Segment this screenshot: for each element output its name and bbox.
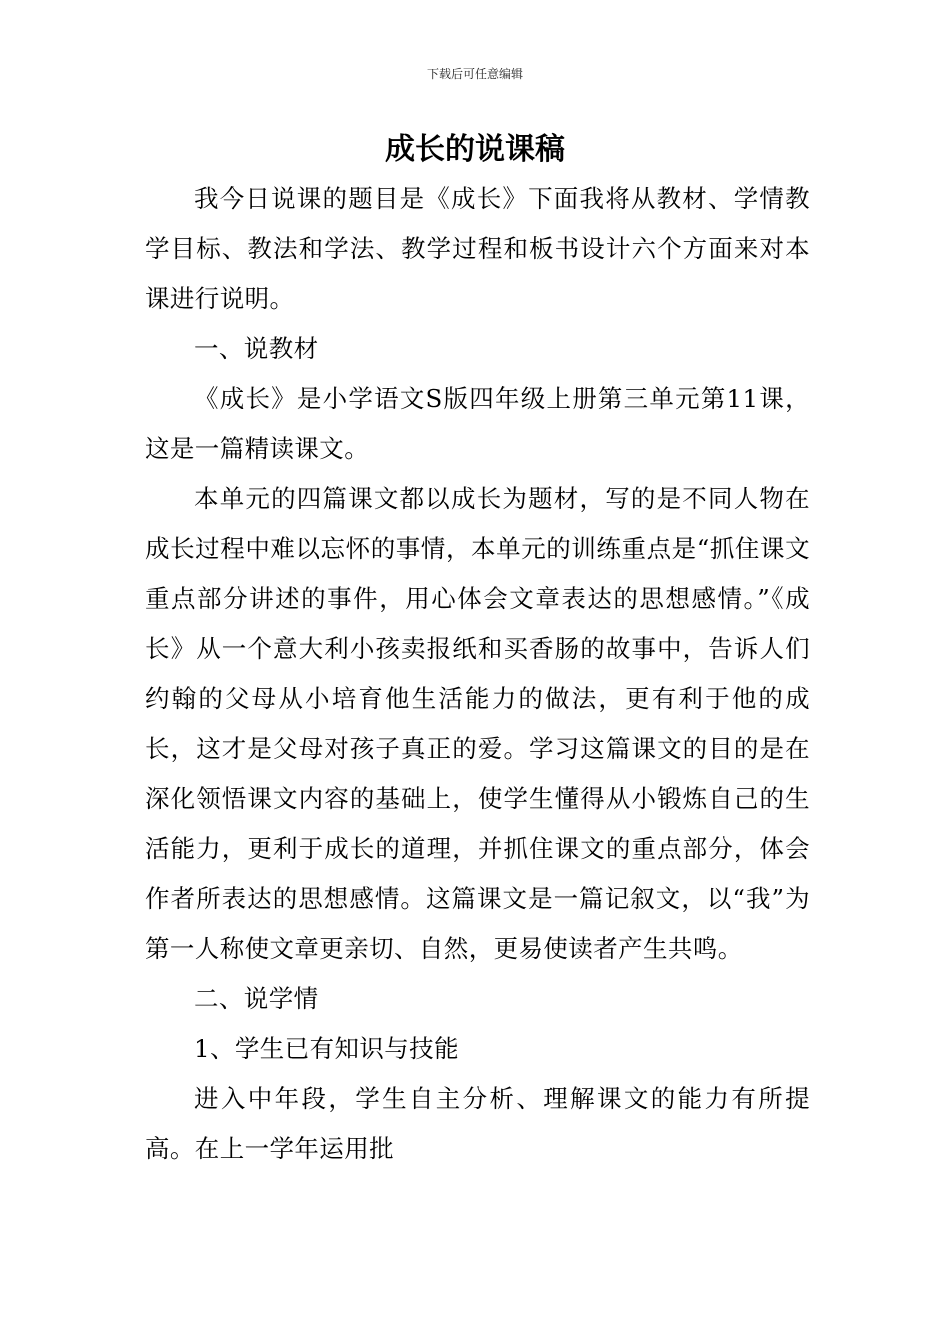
section-heading-textbook: 一、说教材 [194, 334, 319, 363]
section-heading-students: 二、说学情 [194, 984, 319, 1013]
document-title: 成长的说课稿 [385, 132, 565, 167]
paragraph-textbook-info: 《成长》是小学语文S版四年级上册第三单元第11课，这是一篇精读课文。 [145, 384, 810, 463]
subheading-prior-knowledge: 1、学生已有知识与技能 [194, 1034, 459, 1063]
paragraph-prior-knowledge: 进入中年段，学生自主分析、理解课文的能力有所提高。在上一学年运用批 [145, 1084, 810, 1163]
paragraph-unit-description: 本单元的四篇课文都以成长为题材，写的是不同人物在成长过程中难以忘怀的事情，本单元的训练重点是“抓住课文重点部分讲述的事件，用心体会文章表达的思想感情。”《成长》从一个意大利小孩卖报纸和买香肠的故事中，告诉人们约翰的父母从小培育他生活能力的做法，更有利于他的成长，这才是父母对孩子真正的爱。学习这篇课文的目的是在深化领悟课文内容的基础上，使学生懂得从小锻炼自己的生活能力，更利于成长的道理，并抓住课文的重点部分，体会作者所表达的思想感情。这篇课文是一篇记叙文，以“我”为第一人称使文章更亲切、自然，更易使读者产生共鸣。 [145, 484, 810, 963]
document-body [145, 174, 810, 1174]
paragraph-intro: 我今日说课的题目是《成长》下面我将从教材、学情教学目标、教法和学法、教学过程和板书设计六个方面来对本课进行说明。 [145, 184, 810, 313]
header-note: 下载后可任意编辑 [426, 67, 523, 81]
